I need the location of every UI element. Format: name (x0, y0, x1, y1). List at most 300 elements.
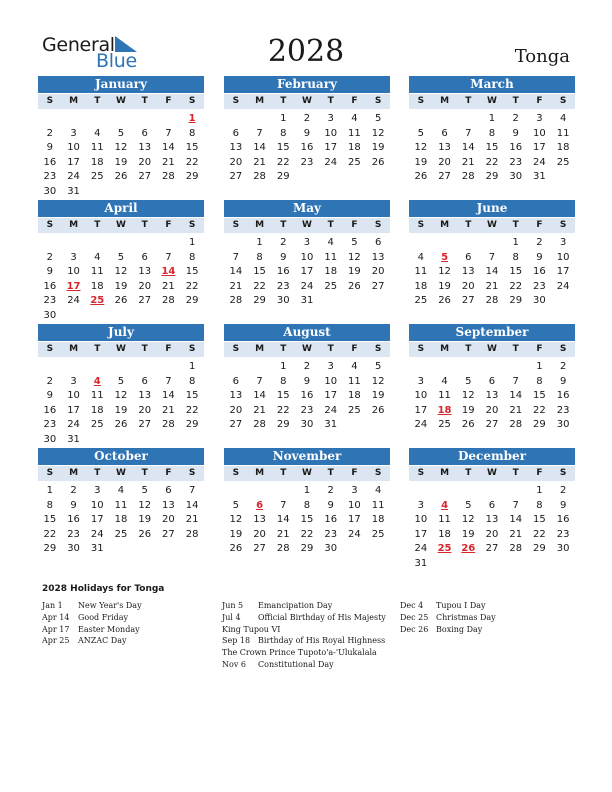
day-cell: 26 (371, 156, 385, 168)
holiday-list-item (400, 624, 496, 636)
day-cell: 24 (324, 404, 338, 416)
day-cell: 17 (324, 390, 338, 402)
weekday-label: S (374, 468, 382, 478)
day-cell: 21 (162, 404, 175, 416)
weekday-label: T (327, 220, 334, 230)
calendar-year: 2028 (267, 34, 345, 69)
day-cell: 5 (117, 375, 125, 387)
day-cell: 3 (94, 485, 101, 496)
weekday-label: M (440, 344, 450, 354)
holiday-day-cell: 18 (437, 404, 452, 416)
day-cell: 8 (188, 127, 196, 139)
day-cell: 29 (185, 419, 199, 431)
day-cell: 7 (465, 127, 472, 139)
day-cell: 24 (414, 419, 428, 431)
holiday-day-cell: 4 (93, 375, 101, 387)
weekday-header (38, 466, 204, 481)
weekday-label: S (232, 220, 240, 230)
empty-day-cell (85, 112, 109, 127)
day-cell: 10 (90, 499, 104, 511)
day-cell: 11 (371, 499, 385, 511)
day-cell: 16 (43, 280, 57, 292)
day-cell: 20 (438, 156, 451, 168)
weekday-label: S (46, 344, 54, 354)
weekday-label: S (559, 96, 567, 106)
day-cell: 19 (138, 514, 152, 526)
holiday-name: Constitutional Day (258, 659, 334, 669)
weekday-label: M (69, 220, 79, 230)
day-cell: 30 (556, 543, 570, 555)
day-cell: 27 (253, 543, 266, 555)
month-title: February (224, 76, 390, 93)
day-cell: 16 (43, 404, 57, 416)
weekday-label: F (351, 468, 358, 478)
day-cell: 29 (185, 171, 199, 183)
empty-day-cell (38, 236, 62, 251)
day-cell: 27 (229, 171, 243, 183)
day-cell: 30 (300, 419, 314, 431)
day-grid (409, 236, 575, 309)
weekday-label: T (327, 344, 334, 354)
day-cell: 18 (414, 280, 428, 292)
day-cell: 28 (253, 419, 266, 431)
day-cell: 3 (70, 251, 77, 263)
day-cell: 6 (488, 499, 496, 511)
day-cell: 28 (229, 295, 243, 307)
day-cell: 17 (556, 266, 570, 278)
day-cell: 4 (94, 251, 101, 263)
day-cell: 9 (46, 390, 54, 402)
weekday-label: M (440, 220, 450, 230)
day-cell: 9 (536, 251, 543, 263)
day-cell: 2 (512, 113, 519, 124)
empty-day-cell (409, 484, 433, 499)
month-august (224, 324, 390, 433)
empty-day-cell (62, 360, 86, 375)
weekday-label: M (440, 96, 450, 106)
month-july (38, 324, 204, 448)
day-cell: 26 (414, 171, 428, 183)
day-cell: 23 (300, 156, 314, 168)
empty-day-cell (109, 112, 133, 127)
day-cell: 18 (556, 142, 570, 154)
day-cell: 28 (185, 528, 199, 540)
day-cell: 5 (374, 113, 382, 124)
day-cell: 18 (348, 390, 361, 402)
weekday-label: S (232, 344, 240, 354)
day-cell: 14 (509, 390, 523, 402)
empty-day-cell (109, 360, 133, 375)
holiday-date: Nov 6 (222, 659, 246, 669)
day-grid (224, 236, 390, 309)
empty-day-cell (62, 236, 86, 251)
weekday-label: T (465, 344, 472, 354)
day-cell: 31 (300, 295, 314, 307)
day-cell: 14 (461, 142, 475, 154)
day-cell: 9 (303, 127, 311, 139)
day-cell: 22 (276, 156, 290, 168)
weekday-label: T (94, 96, 101, 106)
weekday-label: T (280, 344, 287, 354)
weekday-label: S (46, 96, 54, 106)
weekday-label: W (302, 344, 312, 354)
day-cell: 25 (438, 419, 451, 431)
day-cell: 15 (276, 390, 290, 402)
weekday-label: M (255, 468, 265, 478)
empty-day-cell (433, 360, 457, 375)
weekday-label: S (417, 344, 425, 354)
day-cell: 27 (162, 528, 175, 540)
logo-word-general: General (42, 34, 115, 56)
holiday-day-cell: 4 (441, 499, 449, 511)
day-cell: 14 (509, 514, 523, 526)
day-cell: 11 (348, 127, 361, 139)
day-cell: 12 (438, 266, 451, 278)
day-cell: 27 (229, 419, 243, 431)
day-cell: 17 (414, 528, 428, 540)
day-cell: 28 (162, 171, 175, 183)
day-cell: 20 (138, 156, 152, 168)
day-cell: 28 (485, 295, 499, 307)
month-title: July (38, 324, 204, 341)
day-cell: 13 (138, 266, 152, 278)
day-cell: 19 (114, 280, 128, 292)
day-cell: 5 (232, 499, 240, 511)
day-cell: 14 (162, 142, 175, 154)
day-cell: 23 (324, 528, 338, 540)
logo-word-blue: Blue (96, 50, 137, 72)
holiday-date: Jun 5 (222, 601, 244, 610)
day-cell: 22 (253, 280, 266, 292)
day-cell: 2 (70, 485, 77, 496)
day-cell: 8 (256, 251, 263, 263)
day-cell: 20 (138, 404, 152, 416)
day-cell: 22 (185, 404, 199, 416)
day-cell: 5 (465, 499, 472, 511)
day-cell: 8 (488, 127, 496, 139)
weekday-label: F (165, 468, 172, 478)
day-cell: 11 (90, 142, 104, 154)
day-cell: 18 (348, 142, 361, 154)
weekday-label: T (94, 344, 101, 354)
holiday-name: Tupou I Day (436, 601, 486, 610)
weekday-label: M (440, 468, 450, 478)
weekday-label: T (280, 220, 287, 230)
day-cell: 31 (67, 433, 80, 445)
day-cell: 15 (253, 266, 266, 278)
day-cell: 15 (533, 390, 546, 402)
holiday-name: Official Birthday of His Majesty (258, 612, 386, 622)
day-cell: 2 (46, 127, 54, 139)
day-cell: 20 (229, 156, 243, 168)
day-cell: 6 (141, 375, 148, 387)
day-cell: 27 (371, 280, 385, 292)
holiday-date: Apr 25 (42, 636, 70, 646)
day-cell: 3 (417, 499, 425, 511)
holiday-name: Birthday of His Royal Highness (258, 636, 386, 646)
day-cell: 21 (185, 514, 199, 526)
day-cell: 24 (300, 280, 314, 292)
day-grid (224, 112, 390, 185)
month-title: August (224, 324, 390, 341)
day-cell: 21 (253, 404, 266, 416)
empty-day-cell (133, 112, 157, 127)
day-cell: 30 (324, 543, 338, 555)
empty-day-cell (504, 484, 528, 499)
day-cell: 16 (300, 390, 314, 402)
day-cell: 13 (485, 514, 499, 526)
day-cell: 27 (138, 419, 152, 431)
weekday-label: S (559, 344, 567, 354)
day-cell: 19 (438, 280, 451, 292)
day-cell: 10 (556, 251, 570, 263)
weekday-label: F (351, 96, 358, 106)
weekday-label: F (536, 96, 543, 106)
empty-day-cell (248, 484, 272, 499)
day-cell: 6 (374, 237, 382, 248)
day-cell: 18 (90, 280, 104, 292)
day-cell: 10 (67, 390, 80, 402)
holiday-date: Apr 17 (42, 624, 70, 634)
day-cell: 2 (559, 485, 567, 496)
empty-day-cell (248, 360, 272, 375)
day-cell: 7 (165, 375, 172, 387)
weekday-label: W (302, 220, 312, 230)
weekday-label: M (69, 468, 79, 478)
day-cell: 3 (351, 485, 358, 496)
empty-day-cell (456, 484, 480, 499)
day-cell: 2 (280, 237, 287, 248)
day-cell: 25 (556, 156, 570, 168)
day-cell: 25 (348, 156, 361, 168)
day-cell: 23 (43, 171, 57, 183)
weekday-label: S (374, 96, 382, 106)
weekday-label: T (465, 96, 472, 106)
day-cell: 9 (327, 499, 334, 511)
day-cell: 13 (229, 142, 243, 154)
month-june (409, 200, 575, 309)
day-cell: 22 (533, 404, 546, 416)
empty-day-cell (456, 112, 480, 127)
day-cell: 7 (512, 375, 519, 387)
day-cell: 24 (67, 295, 80, 307)
empty-day-cell (224, 112, 248, 127)
day-cell: 1 (280, 113, 287, 124)
weekday-label: T (512, 220, 519, 230)
day-cell: 30 (533, 295, 546, 307)
empty-day-cell (157, 360, 181, 375)
weekday-label: S (188, 220, 196, 230)
day-cell: 25 (90, 171, 104, 183)
empty-day-cell (62, 112, 86, 127)
day-cell: 11 (438, 390, 451, 402)
day-cell: 9 (70, 499, 77, 511)
day-cell: 19 (414, 156, 428, 168)
day-cell: 10 (67, 266, 80, 278)
day-cell: 22 (485, 156, 499, 168)
day-cell: 25 (324, 280, 338, 292)
day-cell: 25 (371, 528, 385, 540)
day-cell: 24 (414, 543, 428, 555)
day-cell: 25 (348, 404, 361, 416)
country-name: Tonga (514, 46, 570, 67)
day-cell: 31 (414, 557, 428, 569)
day-cell: 27 (461, 295, 475, 307)
day-cell: 12 (461, 390, 475, 402)
weekday-header (409, 342, 575, 357)
day-cell: 14 (485, 266, 499, 278)
day-cell: 22 (43, 528, 57, 540)
day-cell: 8 (46, 499, 54, 511)
day-cell: 7 (188, 485, 196, 496)
day-cell: 1 (512, 237, 519, 248)
day-cell: 13 (229, 390, 243, 402)
empty-day-cell (409, 360, 433, 375)
day-cell: 27 (485, 543, 499, 555)
day-cell: 6 (141, 127, 148, 139)
day-cell: 20 (253, 528, 266, 540)
weekday-header (224, 342, 390, 357)
day-cell: 1 (488, 113, 496, 124)
day-cell: 15 (43, 514, 57, 526)
day-cell: 8 (188, 375, 196, 387)
day-cell: 29 (485, 171, 499, 183)
day-cell: 4 (559, 113, 567, 124)
day-cell: 8 (536, 499, 543, 511)
month-september (409, 324, 575, 433)
holiday-day-cell: 14 (161, 266, 176, 278)
holiday-name: Christmas Day (436, 612, 496, 622)
weekday-label: W (302, 468, 312, 478)
weekday-label: M (69, 96, 79, 106)
day-cell: 25 (90, 419, 104, 431)
empty-day-cell (157, 112, 181, 127)
day-cell: 2 (46, 251, 54, 263)
day-cell: 6 (232, 127, 240, 139)
holiday-date: Dec 26 (400, 624, 429, 634)
weekday-label: W (487, 96, 497, 106)
weekday-label: M (255, 220, 265, 230)
day-cell: 13 (138, 142, 152, 154)
day-cell: 5 (117, 251, 125, 263)
month-title: October (38, 448, 204, 465)
day-cell: 21 (253, 156, 266, 168)
day-cell: 23 (276, 280, 290, 292)
month-november (224, 448, 390, 557)
holiday-name: New Year's Day (78, 601, 142, 610)
day-cell: 10 (324, 127, 338, 139)
day-cell: 8 (280, 375, 287, 387)
day-cell: 3 (536, 113, 543, 124)
holiday-list-item (400, 612, 496, 624)
month-december (409, 448, 575, 572)
day-cell: 28 (461, 171, 475, 183)
weekday-label: T (465, 468, 472, 478)
day-cell: 30 (276, 295, 290, 307)
day-cell: 6 (488, 375, 496, 387)
empty-day-cell (224, 484, 248, 499)
day-cell: 9 (512, 127, 519, 139)
day-cell: 21 (229, 280, 243, 292)
weekday-header (38, 94, 204, 109)
weekday-label: S (417, 220, 425, 230)
day-cell: 14 (253, 390, 266, 402)
holiday-list-item (222, 600, 386, 612)
holidays-column-3 (400, 600, 496, 635)
month-title: April (38, 200, 204, 217)
day-cell: 24 (556, 280, 570, 292)
day-cell: 26 (138, 528, 152, 540)
day-cell: 4 (327, 237, 334, 248)
day-cell: 23 (509, 156, 523, 168)
day-cell: 19 (229, 528, 243, 540)
weekday-label: T (141, 344, 148, 354)
day-cell: 4 (374, 485, 382, 496)
day-cell: 5 (374, 361, 382, 372)
day-cell: 19 (461, 404, 475, 416)
holiday-list-item (42, 624, 142, 636)
holiday-name: ANZAC Day (78, 636, 127, 646)
day-cell: 12 (114, 390, 128, 402)
weekday-label: S (417, 468, 425, 478)
day-grid (38, 360, 204, 448)
holiday-list-item (42, 635, 142, 647)
day-cell: 16 (556, 390, 570, 402)
month-title: May (224, 200, 390, 217)
day-cell: 4 (94, 127, 101, 139)
day-cell: 20 (485, 528, 499, 540)
day-cell: 22 (300, 528, 314, 540)
day-cell: 12 (229, 514, 243, 526)
empty-day-cell (133, 236, 157, 251)
day-cell: 18 (90, 404, 104, 416)
day-cell: 29 (300, 543, 314, 555)
day-cell: 28 (509, 419, 523, 431)
weekday-label: F (165, 96, 172, 106)
day-cell: 27 (485, 419, 499, 431)
day-cell: 10 (67, 142, 80, 154)
day-cell: 18 (90, 156, 104, 168)
day-cell: 1 (303, 485, 311, 496)
day-cell: 14 (229, 266, 243, 278)
day-cell: 15 (276, 142, 290, 154)
holiday-date: Sep 18 (222, 636, 251, 646)
holiday-list-item (222, 647, 386, 659)
day-cell: 27 (138, 295, 152, 307)
day-cell: 5 (117, 127, 125, 139)
day-cell: 17 (90, 514, 104, 526)
day-cell: 21 (276, 528, 290, 540)
holiday-list-item (42, 600, 142, 612)
weekday-label: S (188, 468, 196, 478)
weekday-label: T (280, 468, 287, 478)
day-cell: 25 (414, 295, 428, 307)
day-cell: 20 (162, 514, 175, 526)
empty-day-cell (38, 112, 62, 127)
day-cell: 6 (465, 251, 472, 263)
day-cell: 24 (67, 171, 80, 183)
weekday-label: W (116, 344, 126, 354)
day-grid (38, 484, 204, 557)
weekday-header (224, 466, 390, 481)
day-cell: 8 (536, 375, 543, 387)
weekday-label: W (302, 96, 312, 106)
day-cell: 5 (465, 375, 472, 387)
day-cell: 16 (556, 514, 570, 526)
day-cell: 20 (138, 280, 152, 292)
day-grid (409, 360, 575, 433)
day-cell: 28 (276, 543, 290, 555)
